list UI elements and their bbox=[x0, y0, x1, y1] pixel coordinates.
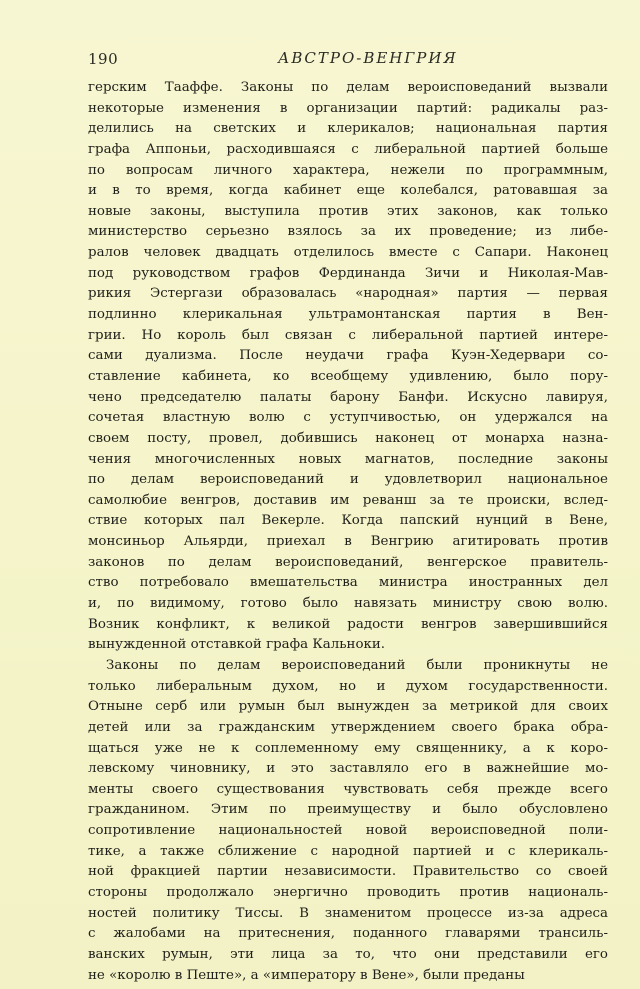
text-line: по делам вероисповеданий и удовлетворил национальное bbox=[88, 472, 608, 488]
text-line: сочетая властную волю с уступчивостью, он удержался на bbox=[88, 410, 608, 426]
text-line: менты своего существования чувствовать себя прежде всего bbox=[88, 781, 608, 797]
paragraph-2 bbox=[88, 656, 608, 986]
text-line: некоторые изменения в организации партий: радикалы раз- bbox=[88, 100, 608, 116]
text-line: ной фракцией партии независимости. Правительство со своей bbox=[88, 864, 608, 880]
text-line: самолюбие венгров, доставив им реванш за те происки, вслед- bbox=[88, 492, 608, 508]
text-line: тике, а также сближение с народной партией и с клерикаль- bbox=[88, 843, 608, 859]
text-line: с жалобами на притеснения, поданного главарями трансиль- bbox=[88, 926, 608, 942]
page-header bbox=[88, 46, 608, 76]
text-line: чено председателю палаты барону Банфи. Искусно лавируя, bbox=[88, 389, 608, 405]
text-line: ралов человек двадцать отделилось вместе с Сапари. Наконец bbox=[88, 245, 608, 261]
text-line: законов по делам вероисповеданий, венгерское правитель- bbox=[88, 554, 608, 570]
text-line: под руководством графов Фердинанда Зичи и Николая-Мав- bbox=[88, 265, 608, 281]
text-line: своем посту, провел, добившись наконец от монарха назна- bbox=[88, 430, 608, 446]
text-line: новые законы, выступила против этих законов, как только bbox=[88, 203, 608, 219]
body-text bbox=[88, 78, 608, 986]
text-line: и в то время, когда кабинет еще колебался, ратовавшая за bbox=[88, 183, 608, 199]
text-line: сами дуализма. После неудачи графа Куэн-Хедервари со- bbox=[88, 348, 608, 364]
text-line: ванских румын, эти лица за то, что они представили его bbox=[88, 946, 608, 962]
text-line: только либеральным духом, но и духом государственности. bbox=[88, 678, 608, 694]
text-line: по вопросам личного характера, нежели по программным, bbox=[88, 162, 608, 178]
text-line: детей или за гражданским утверждением своего брака обра- bbox=[88, 719, 608, 735]
page-number: 190 bbox=[88, 50, 119, 68]
text-line: герским Тааффе. Законы по делам вероисповеданий вызвали bbox=[88, 80, 608, 95]
text-line: стороны продолжало энергично проводить против националь- bbox=[88, 884, 608, 900]
text-line: левскому чиновнику, и это заставляло его в важнейшие мо- bbox=[88, 761, 608, 777]
text-line: не «королю в Пеште», а «императору в Вене», были преданы bbox=[88, 967, 525, 983]
text-line: щаться уже не к соплеменному ему священнику, а к коро- bbox=[88, 740, 608, 756]
text-line: рикия Эстергази образовалась «народная» партия — первая bbox=[88, 286, 608, 302]
text-line: грии. Но король был связан с либеральной партией интере- bbox=[88, 327, 608, 343]
text-line: ностей политику Тиссы. В знаменитом процессе из-за адреса bbox=[88, 905, 608, 921]
text-line: и, по видимому, готово было навязать министру свою волю. bbox=[88, 596, 608, 612]
text-line: ство потребовало вмешательства министра иностранных дел bbox=[88, 575, 608, 591]
text-line: гражданином. Этим по преимуществу и было обусловлено bbox=[88, 802, 608, 818]
text-line: делились на светских и клерикалов; национальная партия bbox=[88, 121, 608, 137]
text-line: монсиньор Альярди, приехал в Венгрию агитировать против bbox=[88, 534, 608, 550]
text-line: чения многочисленных новых магнатов, последние законы bbox=[88, 451, 608, 467]
text-line: вынужденной отставкой графа Кальноки. bbox=[88, 637, 386, 653]
text-line: ставление кабинета, ко всеобщему удивлению, было пору- bbox=[88, 368, 608, 384]
text-line: ствие которых пал Векерле. Когда папский нунций в Вене, bbox=[88, 513, 608, 529]
running-head: АВСТРО-ВЕНГРИЯ bbox=[278, 49, 458, 67]
text-line: графа Аппоньи, расходившаяся с либеральной партией больше bbox=[88, 141, 608, 157]
text-line: Возник конфликт, к великой радости венгров завершившийся bbox=[88, 616, 608, 632]
text-line: министерство серьезно взялось за их проведение; из либе- bbox=[88, 224, 608, 240]
paragraph-1 bbox=[88, 78, 608, 656]
text-line: Отныне серб или румын был вынужден за метрикой для своих bbox=[88, 699, 608, 715]
text-line: Законы по делам вероисповеданий были проникнуты не bbox=[106, 657, 608, 673]
text-line: сопротивление национальностей новой вероисповедной поли- bbox=[88, 823, 608, 839]
text-line: подлинно клерикальная ультрамонтанская партия в Вен- bbox=[88, 307, 608, 323]
